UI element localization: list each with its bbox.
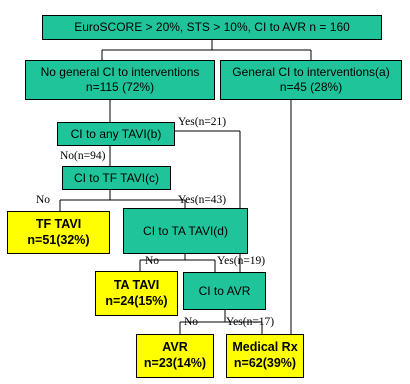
tf-no-label: No xyxy=(36,194,51,206)
any-tavi-no-label: No(n=94) xyxy=(60,150,106,162)
avr-yes-label: Yes(n=17) xyxy=(226,316,275,328)
general-ci-count: n=45 (28%) xyxy=(279,80,343,94)
medical-rx-count: n=62(39%) xyxy=(233,356,297,370)
any-tavi-yes-label: Yes(n=21) xyxy=(178,116,227,128)
tf-tavi-label: TF TAVI xyxy=(35,216,82,231)
avr-count: n=23(14%) xyxy=(143,356,207,370)
ci-avr-box xyxy=(183,272,266,310)
root-label: EuroSCORE > 20%, STS > 10%, CI to AVR n = 160 xyxy=(74,20,350,34)
ci-avr-label: CI to AVR xyxy=(198,283,251,298)
avr-no-label: No xyxy=(184,316,199,328)
tf-tavi-outcome-box xyxy=(7,211,110,254)
ci-any-tavi-label: CI to any TAVI(b) xyxy=(70,126,162,141)
root-box xyxy=(42,15,382,40)
medical-rx-label: Medical Rx xyxy=(232,340,298,355)
ci-any-tavi-box xyxy=(57,122,175,146)
ci-ta-tavi-label: CI to TA TAVI(d) xyxy=(143,223,228,238)
avr-label: AVR xyxy=(162,340,188,355)
ta-tavi-label: TA TAVI xyxy=(113,277,160,292)
tf-tavi-count: n=51(32%) xyxy=(27,232,90,247)
general-ci-label: General CI to interventions(a) xyxy=(232,65,390,79)
tf-yes-label: Yes(n=43) xyxy=(178,194,227,206)
no-general-ci-label: No general CI to interventions xyxy=(40,65,200,79)
ta-yes-label: Yes(n=19) xyxy=(217,255,266,267)
ci-tf-tavi-label: CI to TF TAVI(c) xyxy=(73,170,160,185)
ci-ta-tavi-box xyxy=(123,208,248,254)
no-general-ci-count: n=115 (72%) xyxy=(85,80,155,94)
ta-tavi-count: n=24(15%) xyxy=(105,293,168,308)
general-ci-box xyxy=(220,60,402,100)
ta-tavi-outcome-box xyxy=(95,271,178,316)
avr-outcome-box xyxy=(136,334,214,378)
ci-tf-tavi-box xyxy=(62,166,171,190)
no-general-ci-box xyxy=(25,60,215,100)
ta-no-label: No xyxy=(145,255,160,267)
medical-rx-outcome-box xyxy=(226,334,304,378)
